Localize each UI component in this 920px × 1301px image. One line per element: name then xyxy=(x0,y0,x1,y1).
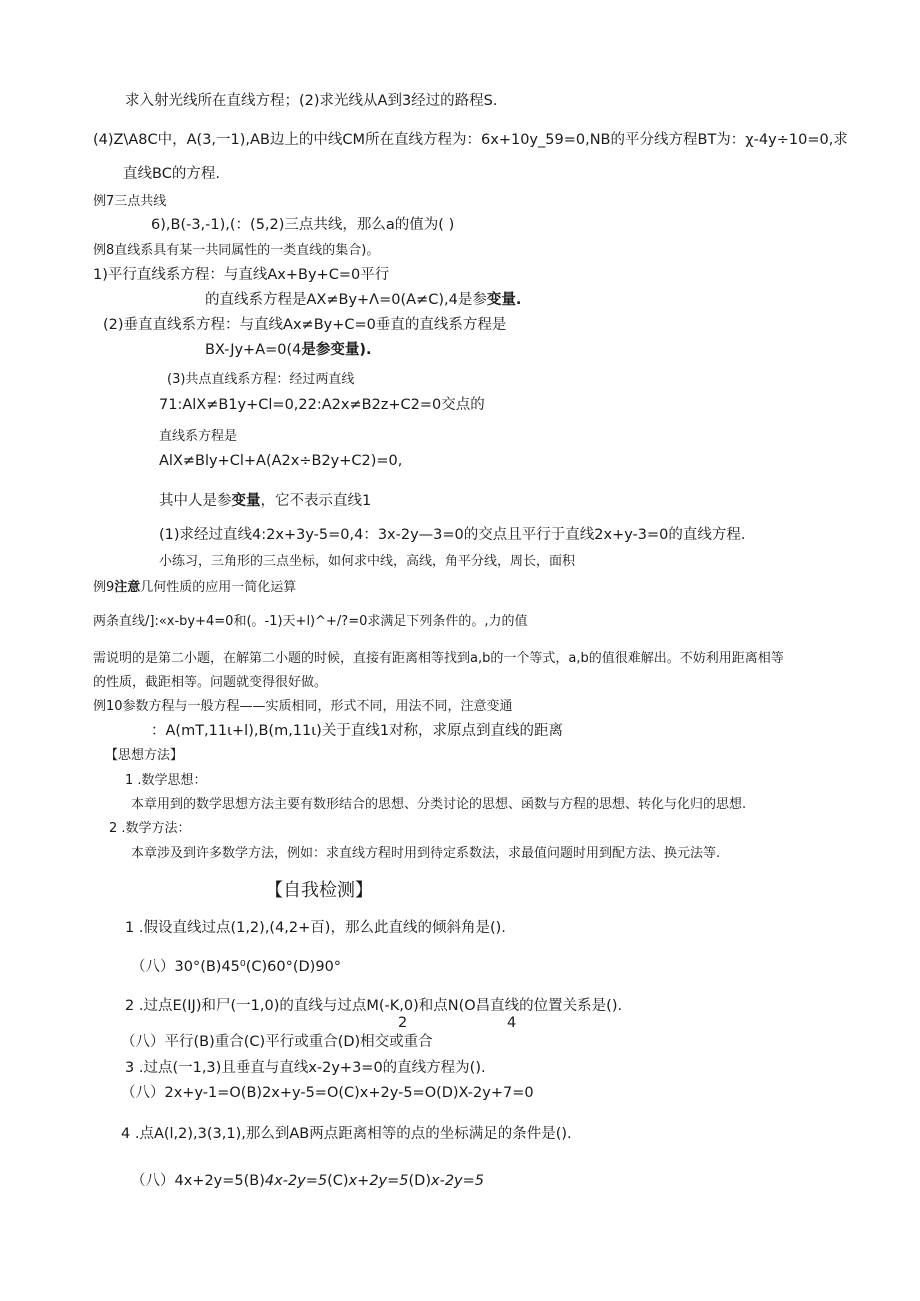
bold-span: 是参变量). xyxy=(301,342,372,358)
text-line: 需说明的是第二小题，在解第二小题的时候，直接有距离相等找到a,b的一个等式，a,b的值很难解出。不妨利用距离相等 xyxy=(93,651,784,666)
text-span: 的直线系方程是AX≠By+Λ=0(A≠C),4是参 xyxy=(205,292,487,308)
text-line: 本章涉及到许多数学方法，例如：求直线方程时用到待定系数法，求最值问题时用到配方法、换元法等. xyxy=(131,846,721,861)
bold-span: 注意 xyxy=(114,580,141,595)
text-line: (4)Z\A8C中，A(3,一1),AB边上的中线CM所在直线方程为：6x+10y_59=0,NB的平分线方程BT为：χ-4y÷10=0,求 xyxy=(93,132,848,148)
text-line: 1)平行直线系方程：与直线Ax+By+C=0平行 xyxy=(93,267,390,283)
options-line xyxy=(131,1172,484,1190)
question-line: 4 .点A(l,2),3(3,1),那么到AB两点距离相等的点的坐标满足的条件是(). xyxy=(121,1126,572,1142)
example-heading: 例10参数方程与一般方程——实质相同，形式不同，用法不同，注意变通 xyxy=(93,699,513,714)
text-span: 其中人是参 xyxy=(159,493,232,509)
text-span: (D) xyxy=(408,1173,431,1189)
bold-span: 变量. xyxy=(486,292,522,308)
options-line: （八）平行(B)重合(C)平行或重合(D)相交或重合 xyxy=(121,1034,433,1050)
options-line: （八）2x+y-1=O(B)2x+y-5=O(C)x+2y-5=O(D)X-2y+7=0 xyxy=(121,1085,534,1101)
text-line: (2)垂直直线系方程：与直线Ax≠By+C=0垂直的直线系方程是 xyxy=(103,317,507,333)
text-line: AlX≠Bly+Cl+A(A2x÷B2y+C2)=0, xyxy=(159,453,403,469)
italic-span: x+2y=5 xyxy=(348,1173,409,1189)
text-line: 71:AlX≠B1y+Cl=0,22:A2x≠B2z+C2=0交点的 xyxy=(159,397,485,413)
text-line: (3)共点直线系方程：经过两直线 xyxy=(167,372,355,387)
text-line xyxy=(159,492,371,510)
subscript-number: 4 xyxy=(507,1015,517,1031)
bold-span: 变量 xyxy=(231,493,261,509)
italic-span: 4x-2y=5 xyxy=(264,1173,328,1189)
text-line: 小练习，三角形的三点坐标，如何求中线，高线，角平分线，周长，面积 xyxy=(159,554,576,569)
text-line xyxy=(205,291,521,309)
text-span: 例9 xyxy=(93,580,115,595)
text-line: 6),B(-3,-1),(：(5,2)三点共线，那么a的值为( ) xyxy=(151,217,455,233)
text-line xyxy=(205,341,372,359)
text-line: 本章用到的数学思想方法主要有数形结合的思想、分类讨论的思想、函数与方程的思想、转化与化归的思想. xyxy=(131,797,747,812)
text-span: （八）4x+2y=5(B) xyxy=(131,1173,265,1189)
text-line: 1 .数学思想： xyxy=(125,773,207,788)
text-line: 两条直线/]:«x-by+4=0和(。-1)天+l)^+/?=0求满足下列条件的。,力的值 xyxy=(93,614,528,629)
text-line: 直线系方程是 xyxy=(159,429,238,444)
text-line: 的性质，截距相等。问题就变得很好做。 xyxy=(93,675,328,690)
text-span: (C) xyxy=(327,1173,349,1189)
text-span: ，它不表示直线1 xyxy=(260,493,372,509)
example-heading: 例7三点共线 xyxy=(93,194,167,209)
section-title: 【自我检测】 xyxy=(265,880,373,901)
text-span: BX-Jy+A=0(4 xyxy=(205,342,302,358)
example-heading xyxy=(93,579,296,597)
section-heading: 【思想方法】 xyxy=(105,748,184,763)
options-line: （八）30°(B)45⁰(C)60°(D)90° xyxy=(131,959,342,975)
subscript-number: 2 xyxy=(398,1015,408,1031)
text-line: ：A(mT,11ι+l),B(m,11ι)关于直线1对称，求原点到直线的距离 xyxy=(151,723,564,739)
text-line: 2 .数学方法： xyxy=(109,821,191,836)
italic-span: x-2y=5 xyxy=(431,1173,484,1189)
question-line: 1 .假设直线过点(1,2),(4,2+百)，那么此直线的倾斜角是(). xyxy=(125,920,506,936)
text-span: 几何性质的应用一简化运算 xyxy=(140,580,297,595)
example-heading: 例8直线系具有某一共同属性的一类直线的集合)。 xyxy=(93,243,380,258)
question-line: 2 .过点E(IJ)和尸(一1,0)的直线与过点M(-K,0)和点N(O昌直线的位置关系是(). xyxy=(125,998,623,1014)
text-line: 求入射光线所在直线方程；(2)求光线从A到3经过的路程S. xyxy=(125,93,498,109)
question-line: 3 .过点(一1,3)且垂直与直线x-2y+3=0的直线方程为(). xyxy=(125,1060,486,1076)
text-line: (1)求经过直线4:2x+3y-5=0,4：3x-2y—3=0的交点且平行于直线2x+y-3=0的直线方程. xyxy=(159,527,746,543)
text-line: 直线BC的方程. xyxy=(123,166,220,182)
